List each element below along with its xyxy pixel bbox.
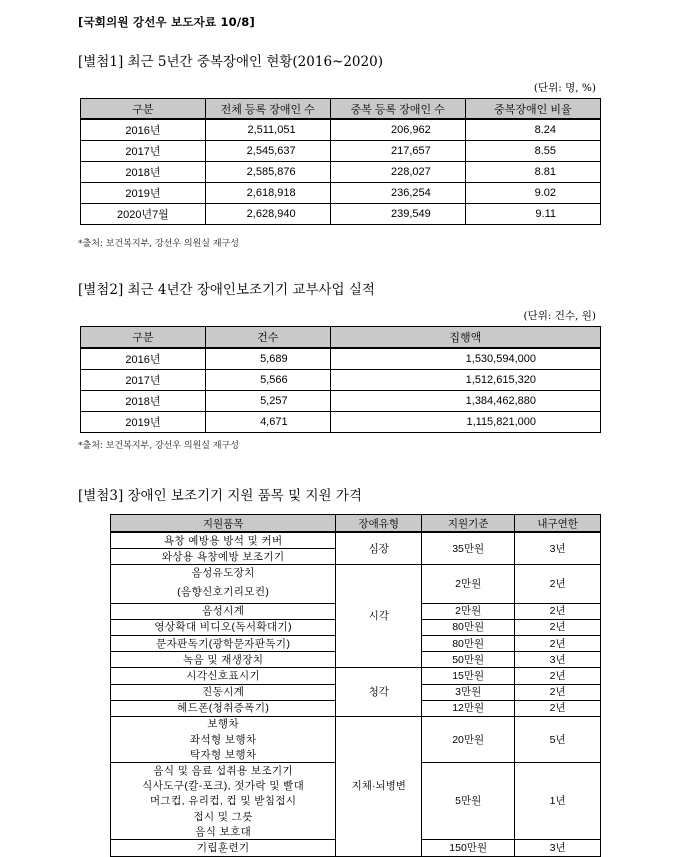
support-item: 와상용 욕창예방 보조기기 <box>111 549 336 565</box>
table-row <box>81 370 601 391</box>
support-item: 영상확대 비디오(독서확대기) <box>111 619 336 635</box>
table-cell: 2016년 <box>81 119 206 141</box>
column-header: 내구연한 <box>515 515 601 533</box>
table2-unit: (단위: 건수, 원) <box>523 310 596 322</box>
table-cell: 1,115,821,000 <box>330 412 600 433</box>
table-cell: 1,384,462,880 <box>330 391 600 412</box>
column-header: 중복 등록 장애인 수 <box>330 99 465 120</box>
support-item: 좌석형 보행차 <box>111 732 336 747</box>
support-price: 50만원 <box>422 652 515 668</box>
table-cell: 2,511,051 <box>205 119 330 141</box>
column-header: 장애유형 <box>336 515 422 533</box>
table-cell: 2017년 <box>81 370 206 391</box>
table-cell: 2020년7월 <box>81 204 206 225</box>
durability-period: 1년 <box>515 763 601 840</box>
column-header: 지원품목 <box>111 515 336 533</box>
table-row <box>81 391 601 412</box>
table-row <box>111 532 601 549</box>
disability-type: 청각 <box>336 668 422 717</box>
support-price: 80만원 <box>422 619 515 635</box>
disability-type: 시각 <box>336 565 422 668</box>
support-item: 욕창 예방용 방석 및 커버 <box>111 532 336 549</box>
disability-type: 심장 <box>336 532 422 565</box>
table-cell: 4,671 <box>205 412 330 433</box>
support-price: 2만원 <box>422 603 515 619</box>
column-header: 구분 <box>81 327 206 349</box>
table-cell: 2,585,876 <box>205 162 330 183</box>
table-header-row <box>81 99 601 120</box>
durability-period: 2년 <box>515 668 601 684</box>
table-row <box>111 716 601 732</box>
table-row <box>111 668 601 684</box>
support-price: 5만원 <box>422 763 515 840</box>
support-item: 녹음 및 재생장치 <box>111 652 336 668</box>
table-header-row <box>81 327 601 349</box>
durability-period: 2년 <box>515 684 601 700</box>
support-item: 식사도구(칼-포크), 젓가락 및 빨대 <box>111 779 336 794</box>
table-cell: 8.81 <box>465 162 600 183</box>
column-header: 지원기준 <box>422 515 515 533</box>
table2-title: [별첨2] 최근 4년간 장애인보조기기 교부사업 실적 <box>78 282 375 298</box>
table-cell: 8.24 <box>465 119 600 141</box>
table-cell: 2,545,637 <box>205 141 330 162</box>
support-price: 15만원 <box>422 668 515 684</box>
column-header: 구분 <box>81 99 206 120</box>
table-cell: 217,657 <box>330 141 465 162</box>
table-cell: 9.02 <box>465 183 600 204</box>
durability-period: 2년 <box>515 635 601 651</box>
table3-title: [별첨3] 장애인 보조기기 지원 품목 및 지원 가격 <box>78 488 362 504</box>
press-release-header: [국회의원 강선우 보도자료 10/8] <box>78 15 255 29</box>
table-row <box>81 204 601 225</box>
table-row <box>81 141 601 162</box>
table2-source-note: *출처: 보건복지부, 강선우 의원실 재구성 <box>78 441 239 451</box>
table-cell: 5,257 <box>205 391 330 412</box>
support-price: 20만원 <box>422 716 515 763</box>
support-item: 기립훈련기 <box>111 840 336 856</box>
support-item: 문자판독기(광학문자판독기) <box>111 635 336 651</box>
table-header-row <box>111 515 601 533</box>
table-cell: 8.55 <box>465 141 600 162</box>
support-item: 음성유도장치 <box>111 565 336 581</box>
column-header: 건수 <box>205 327 330 349</box>
durability-period: 2년 <box>515 603 601 619</box>
support-item: 시각신호표시기 <box>111 668 336 684</box>
support-item: 탁자형 보행차 <box>111 747 336 763</box>
support-item: 접시 및 그릇 <box>111 809 336 824</box>
durability-period: 3년 <box>515 652 601 668</box>
table-row <box>81 162 601 183</box>
durability-period: 5년 <box>515 716 601 763</box>
table1-source-note: *출처: 보건복지부, 강선우 의원실 재구성 <box>78 239 239 249</box>
table1-duplicate-disability <box>80 98 601 225</box>
table-cell: 2019년 <box>81 183 206 204</box>
support-item: 음성시계 <box>111 603 336 619</box>
durability-period: 2년 <box>515 565 601 603</box>
table-cell: 2016년 <box>81 348 206 370</box>
table-cell: 2018년 <box>81 162 206 183</box>
support-item: 음식 보호대 <box>111 824 336 840</box>
table1-unit: (단위: 명, %) <box>533 82 596 94</box>
table-row <box>81 412 601 433</box>
column-header: 중복장애인 비율 <box>465 99 600 120</box>
table3-support-items <box>110 514 601 857</box>
table-cell: 2017년 <box>81 141 206 162</box>
table-cell: 239,549 <box>330 204 465 225</box>
table-cell: 1,530,594,000 <box>330 348 600 370</box>
support-item: 머그컵, 유리컵, 컵 및 받침접시 <box>111 794 336 809</box>
table-row <box>81 119 601 141</box>
support-item: 진동시계 <box>111 684 336 700</box>
disability-type: 지체·뇌병변 <box>336 716 422 856</box>
table-row <box>81 183 601 204</box>
support-item: 보행차 <box>111 716 336 732</box>
table-cell: 228,027 <box>330 162 465 183</box>
table-cell: 206,962 <box>330 119 465 141</box>
column-header: 집행액 <box>330 327 600 349</box>
table-cell: 1,512,615,320 <box>330 370 600 391</box>
durability-period: 2년 <box>515 700 601 716</box>
table-row <box>111 565 601 581</box>
table-cell: 5,689 <box>205 348 330 370</box>
table-row <box>81 348 601 370</box>
support-item: (음향신호기리모컨) <box>111 581 336 604</box>
support-price: 2만원 <box>422 565 515 603</box>
table1-title: [별첨1] 최근 5년간 중복장애인 현황(2016~2020) <box>78 54 383 70</box>
support-item: 헤드폰(청취증폭기) <box>111 700 336 716</box>
table-cell: 2,628,940 <box>205 204 330 225</box>
table2-assistive-device-results <box>80 326 601 433</box>
table-cell: 2018년 <box>81 391 206 412</box>
table-cell: 5,566 <box>205 370 330 391</box>
durability-period: 3년 <box>515 532 601 565</box>
support-price: 3만원 <box>422 684 515 700</box>
table-cell: 9.11 <box>465 204 600 225</box>
support-price: 35만원 <box>422 532 515 565</box>
support-price: 150만원 <box>422 840 515 856</box>
table-cell: 2019년 <box>81 412 206 433</box>
durability-period: 2년 <box>515 619 601 635</box>
support-price: 80만원 <box>422 635 515 651</box>
table-cell: 236,254 <box>330 183 465 204</box>
column-header: 전체 등록 장애인 수 <box>205 99 330 120</box>
table-cell: 2,618,918 <box>205 183 330 204</box>
support-price: 12만원 <box>422 700 515 716</box>
durability-period: 3년 <box>515 840 601 856</box>
support-item: 음식 및 음료 섭취용 보조기기 <box>111 763 336 779</box>
